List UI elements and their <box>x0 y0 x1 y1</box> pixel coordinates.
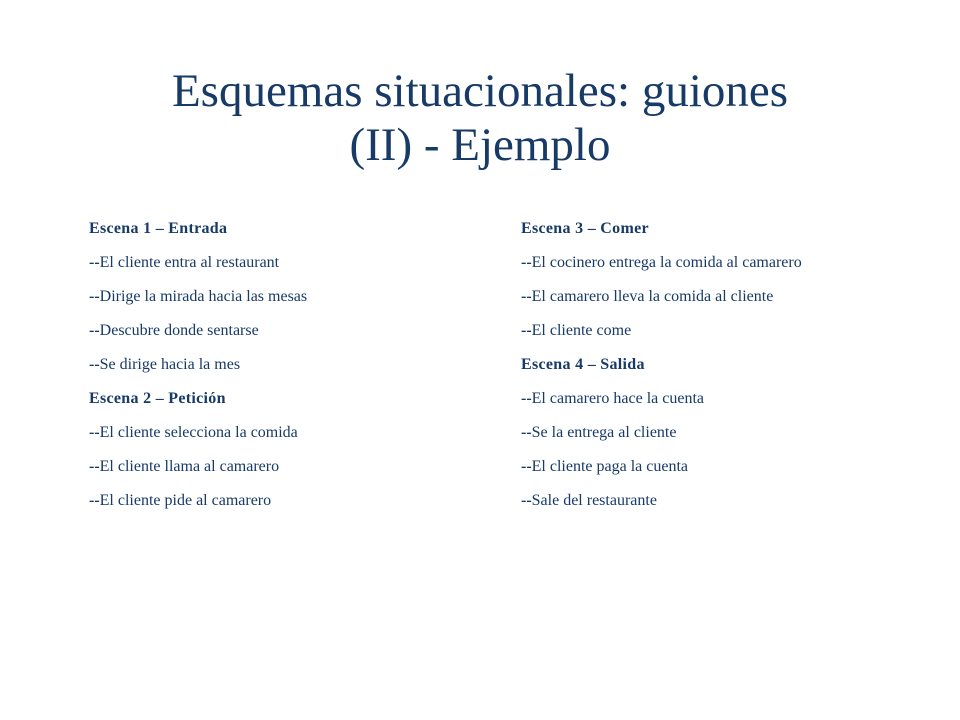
slide-title <box>80 64 880 172</box>
script-step: --El cliente pide al camarero <box>89 492 272 509</box>
script-step: --Se dirige hacia la mes <box>89 356 241 373</box>
slide-title-line-2: (II) - Ejemplo <box>349 119 611 171</box>
slide-title-line-1: Esquemas situacionales: guiones <box>171 65 789 117</box>
script-step: --El cliente entra al restaurant <box>89 254 280 271</box>
script-step: --El camarero lleva la comida al cliente <box>521 288 774 305</box>
scene-heading: Escena 1 – Entrada <box>89 220 228 237</box>
script-step: --El camarero hace la cuenta <box>521 390 704 407</box>
left-column <box>89 212 489 518</box>
right-column <box>521 212 921 518</box>
scene-heading: Escena 3 – Comer <box>521 220 649 237</box>
script-step: --Descubre donde sentarse <box>89 322 259 339</box>
script-step: --El cocinero entrega la comida al camarero <box>521 254 802 271</box>
scene-heading: Escena 2 – Petición <box>89 390 226 407</box>
script-step: --El cliente llama al camarero <box>89 458 280 475</box>
script-step: --El cliente come <box>521 322 632 339</box>
script-step: --Dirige la mirada hacia las mesas <box>89 288 308 305</box>
scene-heading: Escena 4 – Salida <box>521 356 645 373</box>
script-step: --Sale del restaurante <box>521 492 657 509</box>
script-step: --El cliente paga la cuenta <box>521 458 689 475</box>
script-step: --El cliente selecciona la comida <box>89 424 298 441</box>
script-step: --Se la entrega al cliente <box>521 424 677 441</box>
